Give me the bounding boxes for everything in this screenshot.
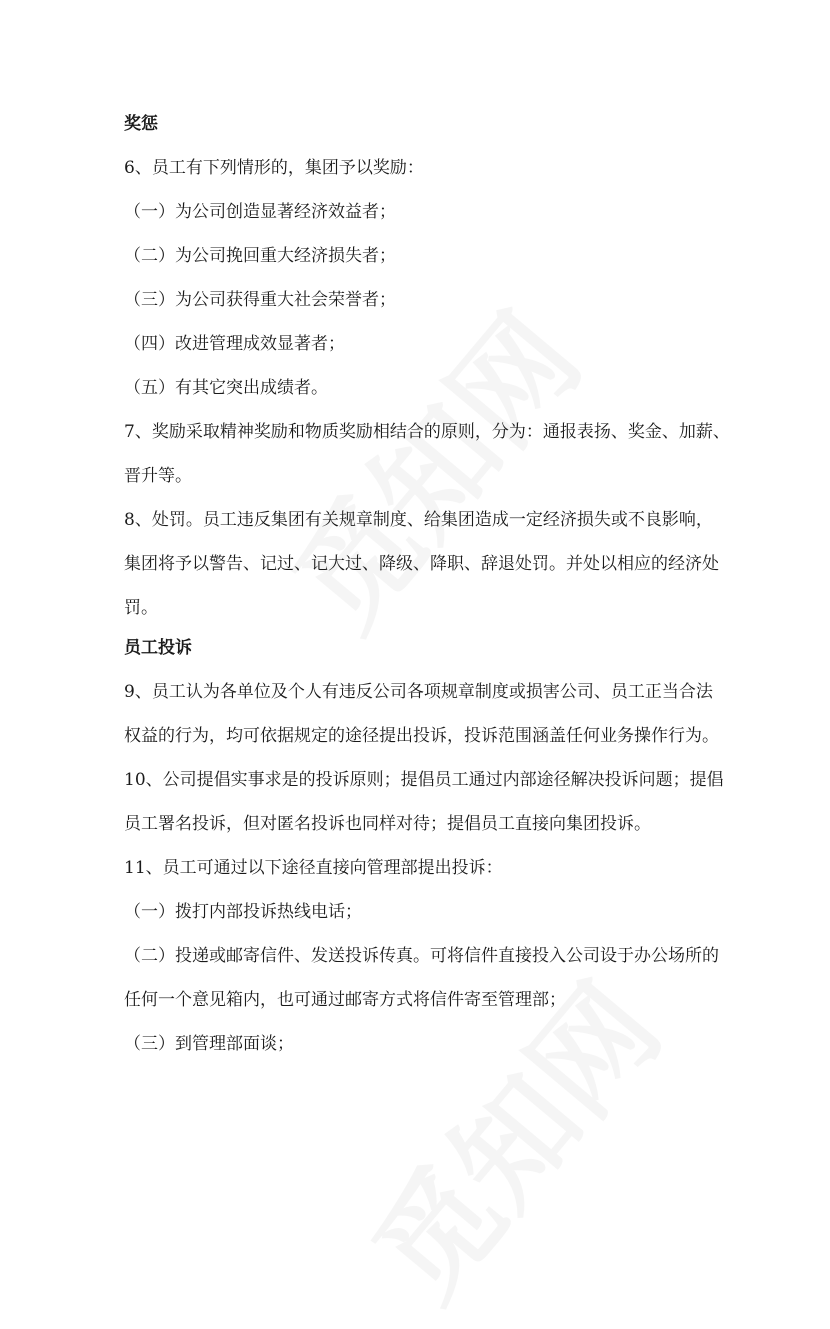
list-item: （三）为公司获得重大社会荣誉者；	[124, 290, 396, 310]
list-item: （三）到管理部面谈；	[124, 1034, 294, 1054]
paragraph-9-line: 权益的行为，均可依据规定的途径提出投诉，投诉范围涵盖任何业务操作行为。	[124, 726, 719, 746]
paragraph-8-line: 8、处罚。员工违反集团有关规章制度、给集团造成一定经济损失或不良影响，	[124, 510, 713, 530]
list-item: （四）改进管理成效显著者；	[124, 334, 345, 354]
paragraph-8-line: 罚。	[124, 598, 158, 618]
section-heading-rewards: 奖惩	[124, 114, 158, 134]
paragraph-8-line: 集团将予以警告、记过、记大过、降级、降职、辞退处罚。并处以相应的经济处	[124, 554, 719, 574]
paragraph-10-line: 10、公司提倡实事求是的投诉原则；提倡员工通过内部途径解决投诉问题；提倡	[124, 770, 724, 790]
paragraph-6: 6、员工有下列情形的，集团予以奖励：	[124, 158, 424, 178]
paragraph-7-line: 晋升等。	[124, 466, 192, 486]
list-item: 任何一个意见箱内，也可通过邮寄方式将信件寄至管理部；	[124, 990, 566, 1010]
paragraph-10-line: 员工署名投诉，但对匿名投诉也同样对待；提倡员工直接向集团投诉。	[124, 814, 651, 834]
list-item: （二）为公司挽回重大经济损失者；	[124, 246, 396, 266]
list-item: （一）为公司创造显著经济效益者；	[124, 202, 396, 222]
list-item: （五）有其它突出成绩者。	[124, 378, 328, 398]
paragraph-11: 11、员工可通过以下途径直接向管理部提出投诉：	[124, 858, 503, 878]
paragraph-7-line: 7、奖励采取精神奖励和物质奖励相结合的原则，分为：通报表扬、奖金、加薪、	[124, 422, 730, 442]
list-item: （二）投递或邮寄信件、发送投诉传真。可将信件直接投入公司设于办公场所的	[124, 946, 719, 966]
list-item: （一）拨打内部投诉热线电话；	[124, 902, 362, 922]
paragraph-9-line: 9、员工认为各单位及个人有违反公司各项规章制度或损害公司、员工正当合法	[124, 682, 713, 702]
section-heading-complaints: 员工投诉	[124, 638, 192, 658]
